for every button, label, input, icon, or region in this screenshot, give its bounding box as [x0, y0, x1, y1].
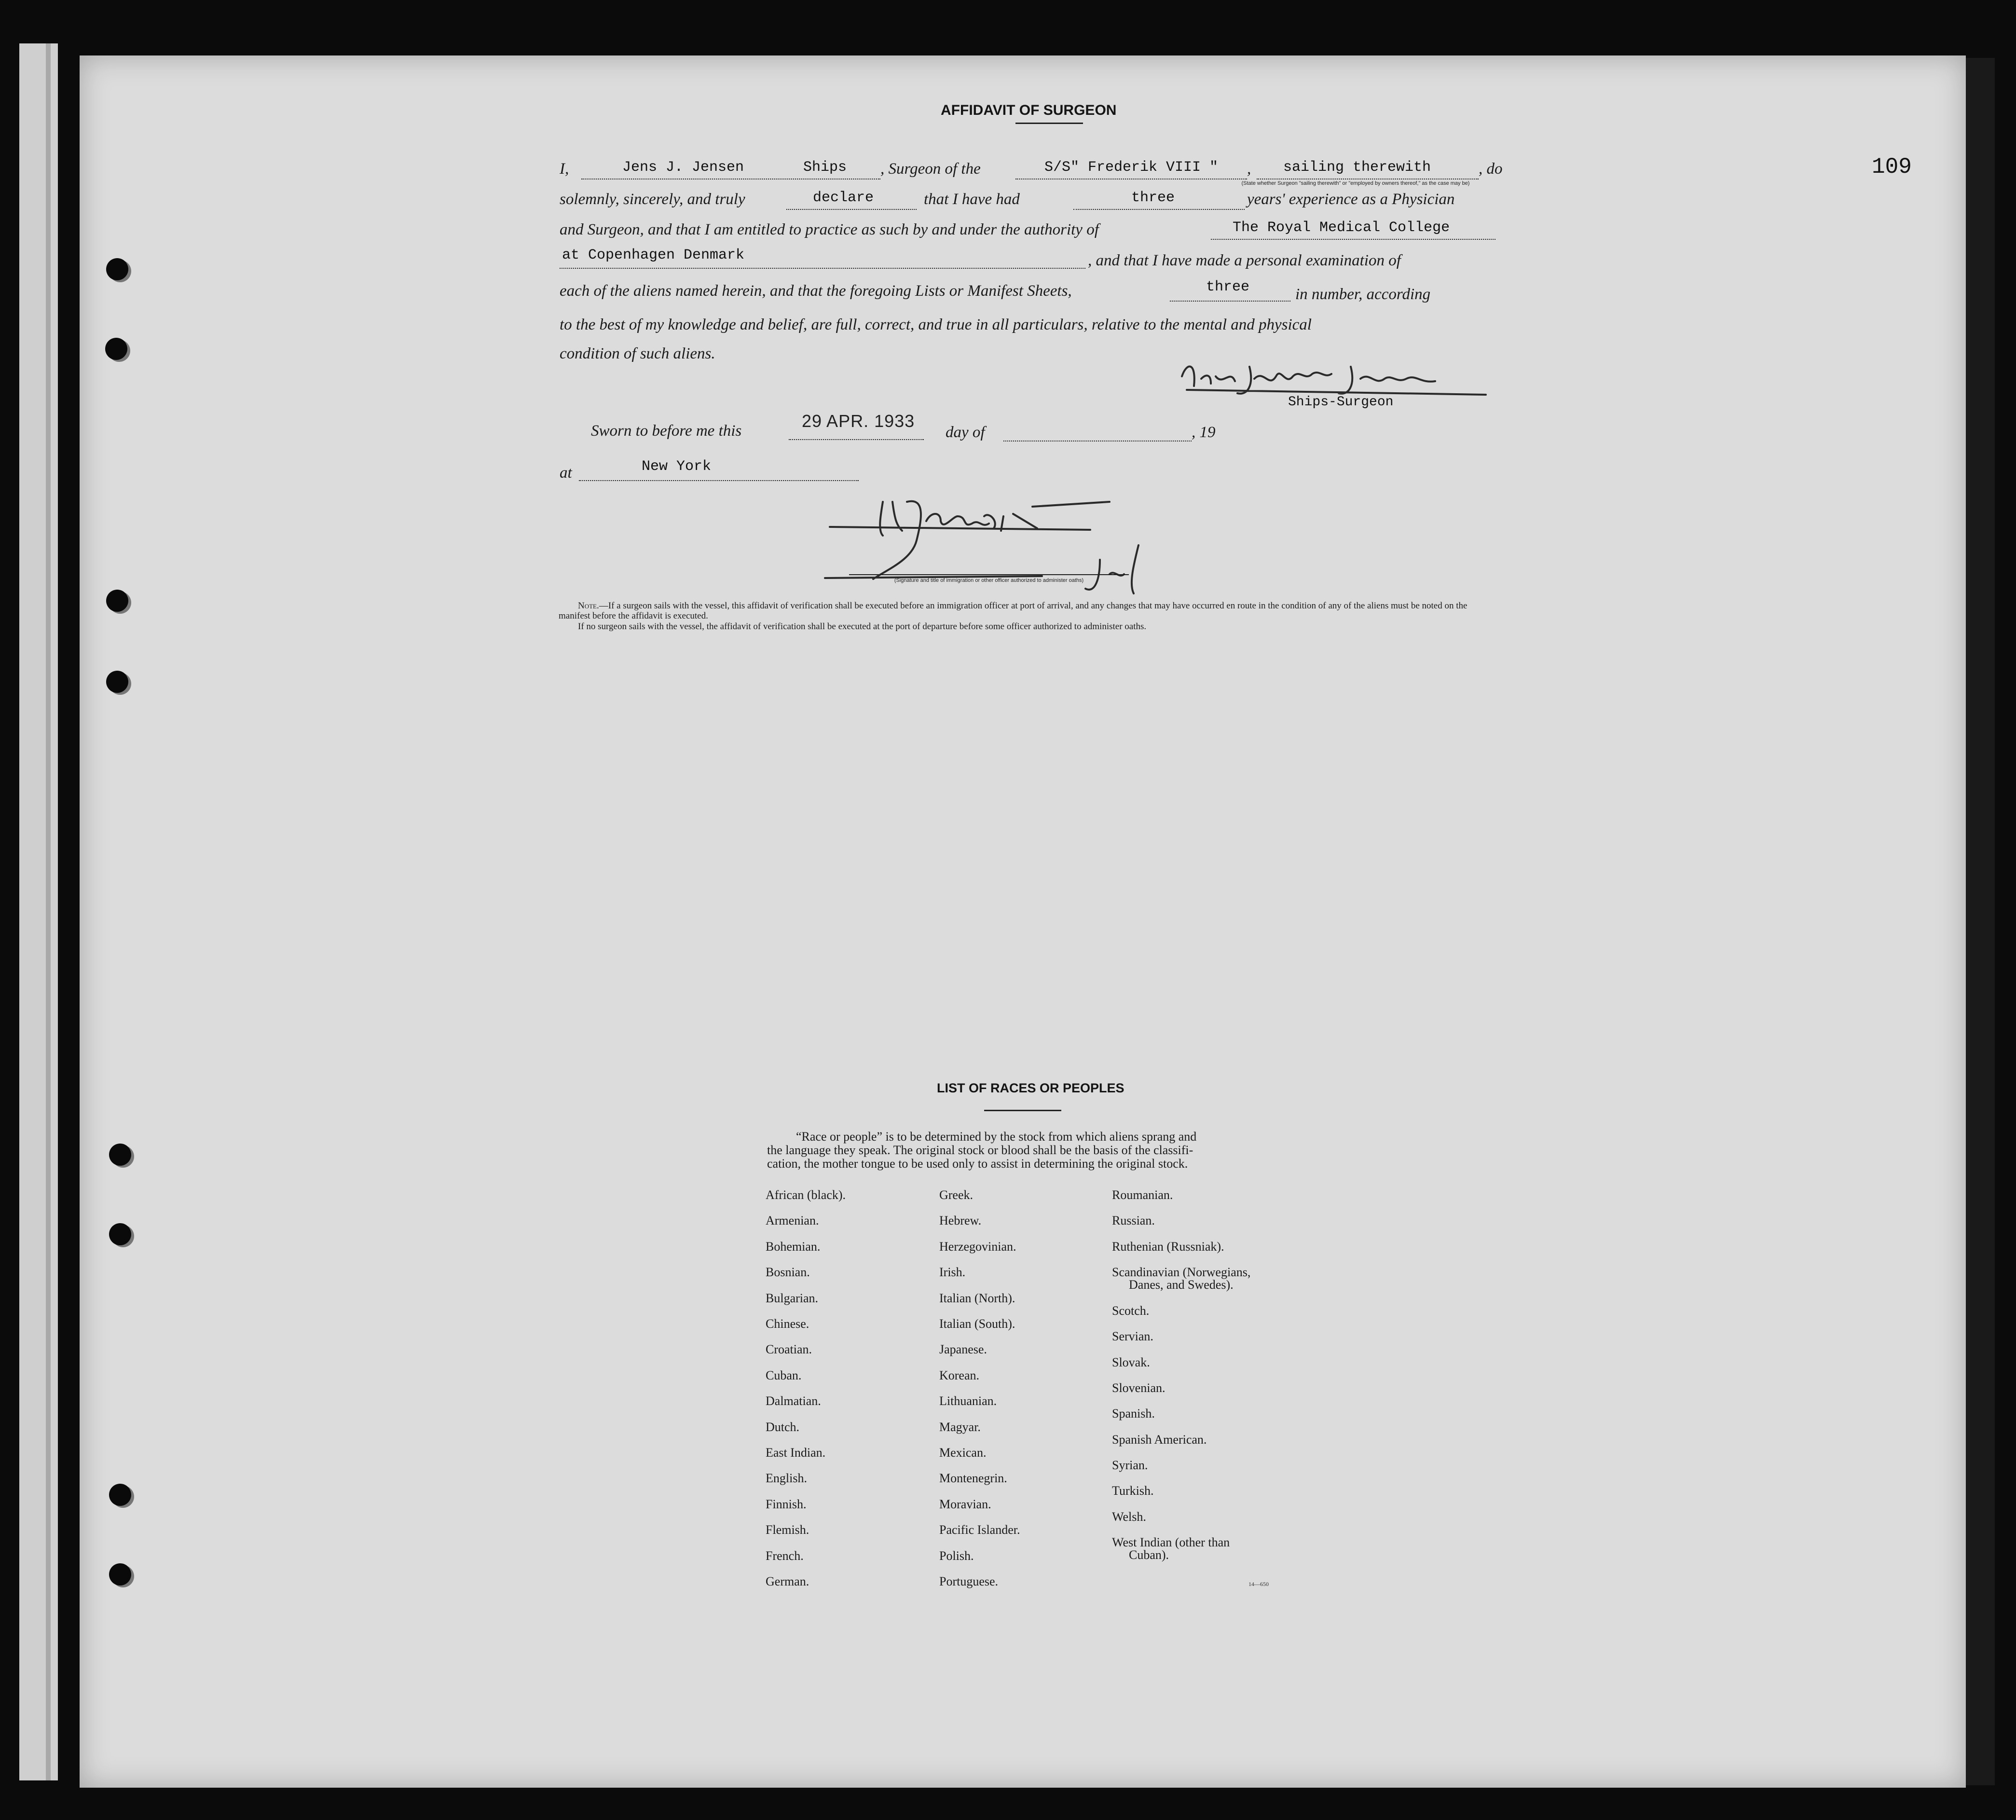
page-number: 109 — [1872, 154, 1912, 179]
race-item: Portuguese. — [939, 1574, 999, 1588]
binder-hole — [109, 1484, 131, 1506]
race-item: French. — [766, 1549, 804, 1563]
text-comma: , — [1247, 160, 1251, 178]
sworn-date-stamp: 29 APR. 1933 — [802, 411, 915, 431]
text-that-had: that I have had — [924, 191, 1020, 208]
text-at: at — [560, 464, 572, 482]
years-experience: three — [1131, 190, 1175, 206]
text-years: years' experience as a Physician — [1247, 191, 1455, 208]
race-item: Servian. — [1112, 1329, 1153, 1343]
text-solemnly: solemnly, sincerely, and truly — [560, 191, 745, 208]
race-item: Cuban). — [1129, 1548, 1169, 1562]
note-text-1: —If a surgeon sails with the vessel, this affidavit of verification shall be executed before an immigration officer at port of arrival, and any changes that may have occurred en route in the condition of any of the aliens must be noted on the manifest before the affidavit is executed. — [559, 601, 1467, 621]
binder-hole — [106, 671, 128, 693]
sailing-hint: (State whether Surgeon "sailing therewith" or "employed by owners thereof," as the case may be) — [1241, 180, 1470, 186]
form-number: 14—650 — [1248, 1581, 1269, 1587]
races-title: LIST OF RACES OR PEOPLES — [937, 1081, 1125, 1095]
race-item: Irish. — [939, 1265, 966, 1279]
binding-edge — [46, 43, 51, 1780]
race-item: Bulgarian. — [766, 1291, 819, 1305]
authority-line-2: at Copenhagen Denmark — [562, 247, 745, 263]
race-item: Croatian. — [766, 1342, 812, 1356]
race-item: Italian (South). — [939, 1317, 1015, 1331]
place-field — [579, 461, 859, 481]
note-label: Note. — [578, 601, 599, 611]
binder-hole — [109, 1223, 131, 1245]
affidavit-title: AFFIDAVIT OF SURGEON — [941, 102, 1117, 118]
officer-signature-line — [849, 574, 1129, 575]
sworn-place: New York — [642, 458, 712, 475]
race-item: Slovenian. — [1112, 1381, 1166, 1395]
text-personal-exam: , and that I have made a personal examination of — [1088, 252, 1401, 269]
binder-hole — [109, 1563, 131, 1586]
race-item: Scandinavian (Norwegians, — [1112, 1265, 1251, 1279]
race-item: East Indian. — [766, 1446, 826, 1460]
race-item: Greek. — [939, 1188, 974, 1202]
surgeon-rank: Ships — [803, 159, 847, 176]
race-item: Roumanian. — [1112, 1188, 1173, 1202]
binder-hole — [109, 1144, 131, 1166]
race-item: Turkish. — [1112, 1484, 1154, 1498]
sheets-count: three — [1206, 279, 1250, 295]
race-item: Montenegrin. — [939, 1471, 1007, 1485]
race-item: Japanese. — [939, 1342, 987, 1356]
text-i: I, — [560, 160, 569, 178]
race-item: Spanish. — [1112, 1406, 1155, 1420]
race-item: Slovak. — [1112, 1355, 1150, 1369]
text-condition: condition of such aliens. — [560, 345, 715, 362]
text-19: , 19 — [1192, 424, 1216, 441]
races-intro-line-3: cation, the mother tongue to be used only to assist in determining the original stock. — [767, 1157, 1188, 1171]
race-item: Armenian. — [766, 1213, 819, 1227]
race-item: Mexican. — [939, 1446, 987, 1460]
authority-line-1: The Royal Medical College — [1233, 220, 1450, 236]
race-item: Hebrew. — [939, 1213, 982, 1227]
note-text-2: If no surgeon sails with the vessel, the affidavit of verification shall be executed at the port of departure before some officer authorized to administer oaths. — [578, 621, 1147, 632]
text-day-of: day of — [946, 424, 985, 441]
race-item: Flemish. — [766, 1523, 809, 1537]
race-item: African (black). — [766, 1188, 846, 1202]
text-and-surgeon: and Surgeon, and that I am entitled to practice as such by and under the authority of — [560, 221, 1099, 238]
note-paragraph — [559, 601, 1492, 621]
declare-word: declare — [813, 190, 874, 206]
races-title-rule — [984, 1110, 1061, 1111]
text-in-number: in number, according — [1295, 286, 1431, 303]
text-sworn: Sworn to before me this — [591, 422, 742, 440]
race-item: Syrian. — [1112, 1458, 1148, 1472]
race-item: Scotch. — [1112, 1304, 1150, 1318]
race-item: Chinese. — [766, 1317, 809, 1331]
text-surgeon-of: , Surgeon of the — [880, 160, 981, 178]
binding-strip — [19, 43, 58, 1780]
sailing-status: sailing therewith — [1283, 159, 1431, 176]
race-item: Moravian. — [939, 1497, 991, 1511]
races-intro-line-2: the language they speak. The original stock or blood shall be the basis of the classifi- — [767, 1143, 1193, 1157]
race-item: Bosnian. — [766, 1265, 810, 1279]
race-item: Bohemian. — [766, 1240, 821, 1254]
binder-hole — [106, 258, 128, 280]
race-item: Dalmatian. — [766, 1394, 821, 1408]
binder-hole — [106, 590, 128, 612]
race-item: Spanish American. — [1112, 1433, 1207, 1447]
race-item: Magyar. — [939, 1420, 981, 1434]
manifest-page — [80, 55, 1966, 1788]
race-item: English. — [766, 1471, 807, 1485]
race-item: Polish. — [939, 1549, 974, 1563]
race-item: German. — [766, 1574, 809, 1588]
text-best-knowledge: to the best of my knowledge and belief, are full, correct, and true in all particulars, relative to the mental and physical — [560, 316, 1312, 333]
signature-title: Ships-Surgeon — [1288, 395, 1394, 410]
race-item: Italian (North). — [939, 1291, 1015, 1305]
text-each-alien: each of the aliens named herein, and that the foregoing Lists or Manifest Sheets, — [560, 282, 1072, 300]
race-item: Lithuanian. — [939, 1394, 997, 1408]
sworn-month-field — [1003, 421, 1192, 441]
race-item: Russian. — [1112, 1213, 1155, 1227]
race-item: Finnish. — [766, 1497, 807, 1511]
binder-hole — [105, 338, 127, 360]
race-item: Cuban. — [766, 1368, 802, 1382]
surgeon-signature — [1177, 357, 1495, 400]
race-item: Korean. — [939, 1368, 980, 1382]
title-rule — [1015, 123, 1083, 124]
race-item: Herzegovinian. — [939, 1240, 1016, 1254]
surgeon-name: Jens J. Jensen — [622, 159, 744, 176]
text-do: , do — [1479, 160, 1503, 178]
page-edge — [1966, 58, 1995, 1785]
race-item: Danes, and Swedes). — [1129, 1278, 1234, 1292]
race-item: Pacific Islander. — [939, 1523, 1020, 1537]
races-intro-line-1: “Race or people” is to be determined by the stock from which aliens sprang and — [796, 1130, 1197, 1144]
vessel-name: S/S" Frederik VIII " — [1044, 159, 1219, 176]
race-item: West Indian (other than — [1112, 1535, 1230, 1549]
race-item: Welsh. — [1112, 1510, 1146, 1524]
race-item: Dutch. — [766, 1420, 800, 1434]
race-item: Ruthenian (Russniak). — [1112, 1240, 1224, 1254]
officer-caption: (Signature and title of immigration or other officer authorized to administer oaths) — [894, 578, 1084, 583]
